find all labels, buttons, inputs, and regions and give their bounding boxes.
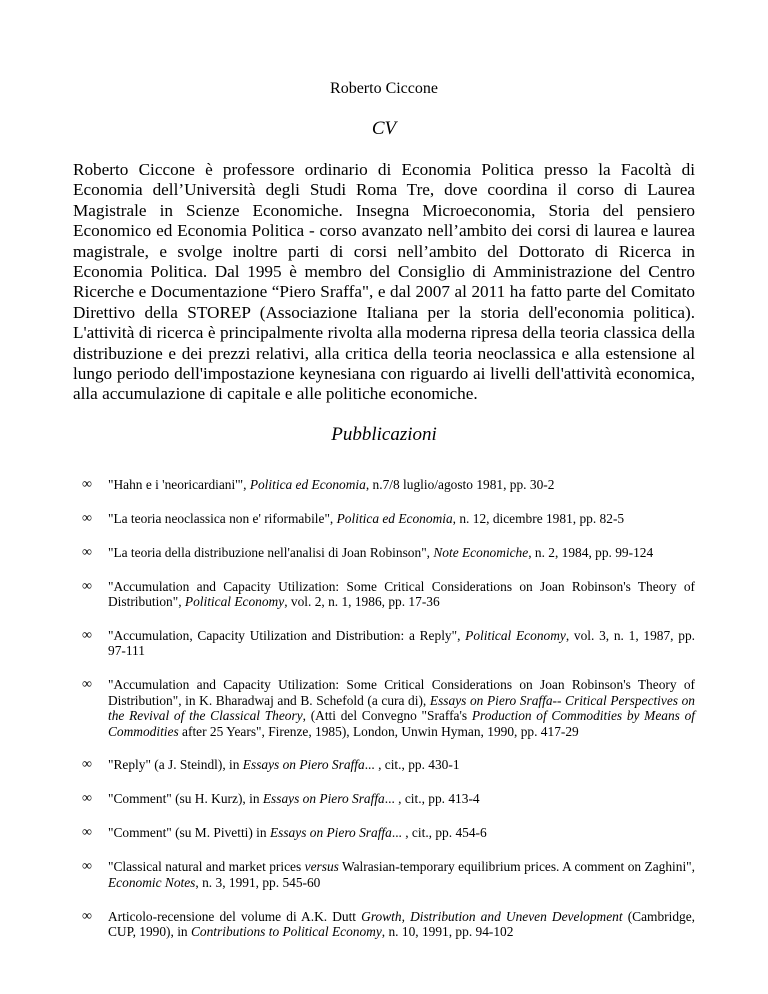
infinity-bullet-icon: ∞: [82, 757, 92, 773]
publication-item: [82, 545, 695, 560]
publication-italic-text: Politica ed Economia: [249, 477, 366, 492]
publication-italic-text: Production of Commodities by Means of Commodities: [108, 708, 695, 739]
publication-text: "Reply" (a J. Steindl), in: [108, 757, 243, 773]
publication-item: [82, 477, 695, 492]
publication-text: (Cambridge, CUP, 1990), in: [108, 908, 695, 939]
publication-italic-text: Essays on Piero Sraffa: [262, 791, 385, 807]
publication-item: [82, 579, 695, 610]
publication-text: "Comment" (su H. Kurz), in: [108, 791, 263, 807]
biography-paragraph: Roberto Ciccone è professore ordinario di Economia Politica presso la Facoltà di Economia dell’Università degli Studi Roma Tre, dove coordina il corso di Laurea Magistrale in Scienze Economiche. Insegna Microeconomia, Storia del pensiero Economico ed Economia Politica - corso avanzato nell’ambito dei corsi di laurea e laurea magistrale, e svolge inoltre parti di corsi nell’ambito del Dottorato di Ricerca in Economia Politica. Dal 1995 è membro del Consiglio di Amministrazione del Centro Ricerche e Documentazione “Piero Sraffa", e dal 2007 al 2011 ha fatto parte del Comitato Direttivo della STOREP (Associazione Italiana per la storia dell'economia politica). L'attività di ricerca è principalmente rivolta alla moderna ripresa della teoria classica della distribuzione e dei prezzi relativi, alla critica della teoria neoclassica e alla estensione al lungo periodo dell'impostazione keynesiana con riguardo ai livelli dell'attività economica, alla accumulazione di capitale e alle politiche economiche.: [73, 160, 695, 404]
publication-italic-text: versus: [304, 859, 339, 875]
publication-text: Articolo-recensione del volume di A.K. Dutt: [108, 908, 362, 924]
publication-text: "Classical natural and market prices: [108, 859, 305, 875]
author-name: Roberto Ciccone: [330, 80, 438, 97]
publication-text: , vol. 3, n. 1, 1987, pp. 97-111: [108, 628, 695, 659]
publication-text: "Accumulation, Capacity Utilization and Distribution: a Reply",: [108, 628, 466, 644]
publication-item: [82, 757, 695, 772]
publication-item: [82, 677, 695, 739]
publication-italic-text: Essays on Piero Sraffa: [242, 757, 365, 773]
infinity-bullet-icon: ∞: [82, 825, 92, 841]
publication-text: , vol. 2, n. 1, 1986, pp. 17-36: [284, 594, 440, 610]
infinity-bullet-icon: ∞: [82, 544, 92, 560]
infinity-bullet-icon: ∞: [82, 477, 92, 492]
publication-italic-text: Political Economy: [465, 628, 566, 644]
publication-text: "Hahn e i 'neoricardiani'",: [108, 477, 250, 492]
infinity-bullet-icon: ∞: [82, 677, 92, 693]
publication-text: "Accumulation and Capacity Utilization: Some Critical Considerations on Joan Robinson's Theory of Distribution",: [108, 578, 695, 610]
publication-text: , n. 12, dicembre 1981, pp. 82-5: [452, 510, 625, 526]
publication-text: , n. 10, 1991, pp. 94-102: [381, 923, 514, 939]
publication-italic-text: Growth, Distribution and Uneven Development: [361, 908, 623, 924]
publication-italic-text: Essays on Piero Sraffa: [269, 825, 392, 841]
publications-list: [82, 477, 695, 958]
publication-text: ... , cit., pp. 413-4: [384, 791, 480, 807]
infinity-bullet-icon: ∞: [82, 628, 92, 644]
publication-text: , n.7/8 luglio/agosto 1981, pp. 30-2: [365, 477, 555, 492]
publication-item: [82, 791, 695, 806]
publication-text: , n. 2, 1984, pp. 99-124: [528, 544, 654, 560]
publication-text: ... , cit., pp. 454-6: [391, 825, 487, 841]
publication-italic-text: Economic Notes: [108, 874, 196, 890]
infinity-bullet-icon: ∞: [82, 510, 92, 526]
publication-text: "Accumulation and Capacity Utilization: Some Critical Considerations on Joan Robinson's Theory of Distribution", in K. Bharadwaj and B. Schefold (a cura di),: [108, 677, 695, 708]
infinity-bullet-icon: ∞: [82, 908, 92, 924]
infinity-bullet-icon: ∞: [82, 578, 92, 594]
publication-text: , n. 3, 1991, pp. 545-60: [195, 874, 321, 890]
publication-item: [82, 628, 695, 659]
cv-heading: CV: [371, 118, 397, 139]
publication-italic-text: Politica ed Economia: [336, 510, 453, 526]
publication-italic-text: Essays on Piero Sraffa-- Critical Perspectives on the Revival of the Classical Theory: [108, 692, 695, 724]
publication-italic-text: Note Economiche: [433, 544, 529, 560]
publication-text: "La teoria neoclassica non e' riformabile",: [108, 510, 337, 526]
publication-text: after 25 Years", Firenze, 1985), London, Unwin Hyman, 1990, pp. 417-29: [178, 723, 579, 739]
infinity-bullet-icon: ∞: [82, 791, 92, 807]
publication-item: [82, 859, 695, 890]
publication-text: "La teoria della distribuzione nell'analisi di Joan Robinson",: [108, 544, 434, 560]
publications-heading: Pubblicazioni: [331, 424, 437, 445]
publication-item: [82, 825, 695, 840]
infinity-bullet-icon: ∞: [82, 859, 92, 875]
publication-text: , (Atti del Convegno "Sraffa's: [302, 708, 472, 724]
publication-item: [82, 511, 695, 526]
publication-item: [82, 909, 695, 940]
publication-text: "Comment" (su M. Pivetti) in: [108, 825, 270, 841]
publication-italic-text: Political Economy: [184, 594, 285, 610]
publication-text: Walrasian-temporary equilibrium prices. A comment on Zaghini",: [338, 859, 695, 875]
publication-italic-text: Contributions to Political Economy: [190, 923, 382, 939]
publication-text: ... , cit., pp. 430-1: [364, 757, 460, 773]
